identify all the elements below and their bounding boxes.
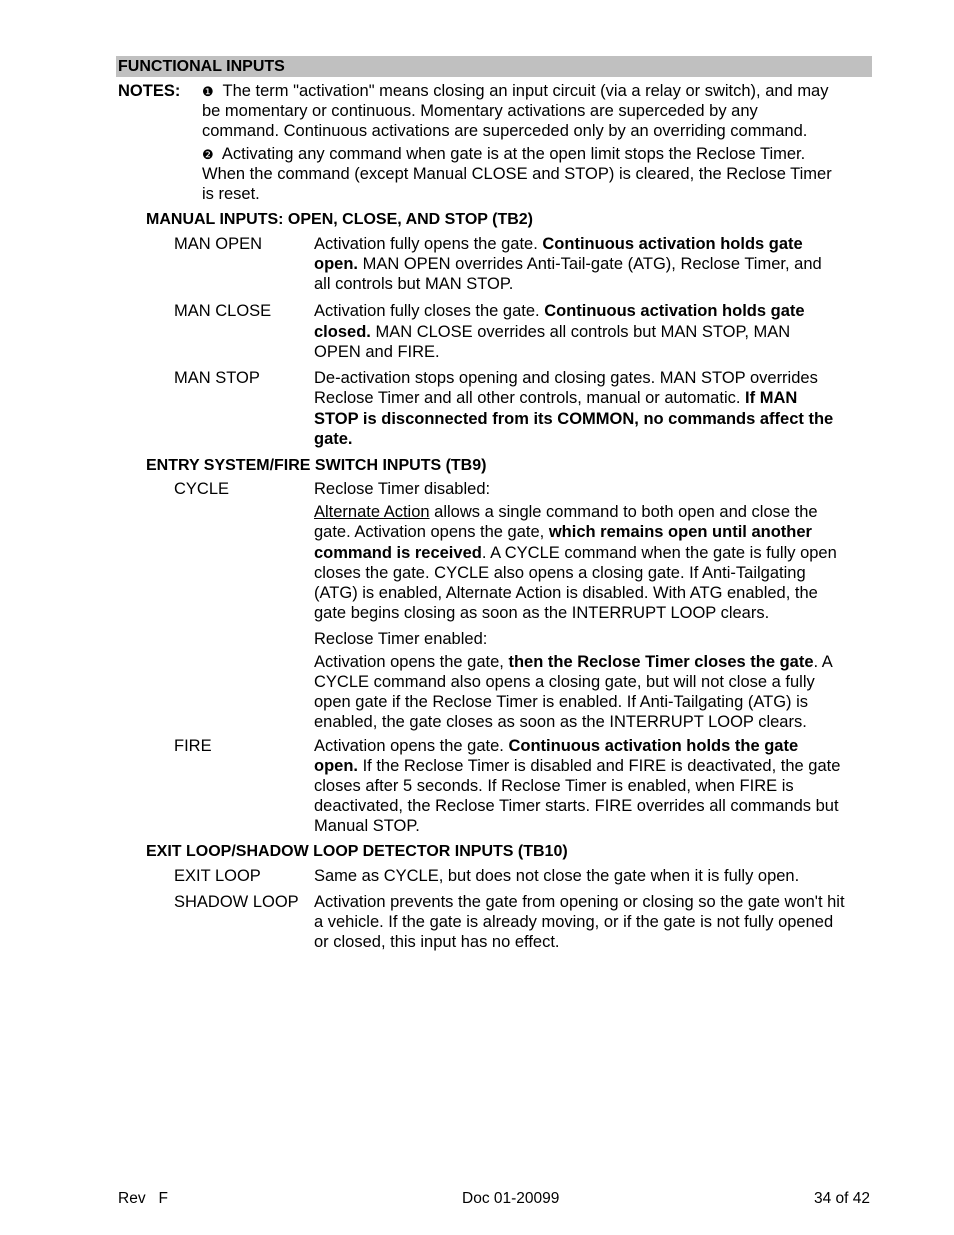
- desc-cycle-p2-line-5: (ATG) is enabled, Alternate Action is disabled. With ATG enabled, the: [314, 584, 818, 602]
- section-title-entry-system: ENTRY SYSTEM/FIRE SWITCH INPUTS (TB9): [146, 457, 487, 474]
- desc-shadow-loop-line-3: or closed, this input has no effect.: [314, 933, 560, 951]
- desc-cycle-p4-line-1: Activation opens the gate, then the Reclose Timer closes the gate. A: [314, 653, 833, 671]
- desc-exit-loop-line-1: Same as CYCLE, but does not close the gate when it is fully open.: [314, 867, 800, 885]
- desc-man-stop-line-3: STOP is disconnected from its COMMON, no commands affect the: [314, 410, 834, 428]
- desc-cycle-p2-line-4: closes the gate. CYCLE also opens a closing gate. If Anti-Tailgating: [314, 564, 806, 582]
- note-2-line-3: is reset.: [202, 185, 260, 203]
- desc-man-close-line-1: Activation fully closes the gate. Continuous activation holds gate: [314, 302, 805, 320]
- notes-label: NOTES:: [118, 82, 181, 100]
- desc-cycle-p2-line-1: Alternate Action allows a single command to both open and close the: [314, 503, 818, 521]
- footer-revision: Rev F: [118, 1190, 168, 1207]
- desc-cycle-p4-line-3: open gate if the Reclose Timer is enabled. If Anti-Tailgating (ATG) is: [314, 693, 809, 711]
- term-man-open: MAN OPEN: [174, 235, 263, 253]
- term-man-stop: MAN STOP: [174, 369, 260, 387]
- desc-man-stop-line-4: gate.: [314, 430, 353, 448]
- desc-man-stop-line-2: Reclose Timer and all other controls, manual or automatic. If MAN: [314, 389, 798, 407]
- desc-fire-line-5: Manual STOP.: [314, 817, 420, 835]
- term-exit-loop: EXIT LOOP: [174, 867, 261, 885]
- note-2-line-2: When the command (except Manual CLOSE and STOP) is cleared, the Reclose Timer: [202, 165, 832, 183]
- desc-man-open-line-3: all controls but MAN STOP.: [314, 275, 514, 293]
- note-1-line-2: be momentary or continuous. Momentary activations are superceded by any: [202, 102, 758, 120]
- desc-man-close-line-3: OPEN and FIRE.: [314, 343, 440, 361]
- term-cycle: CYCLE: [174, 480, 230, 498]
- desc-fire-line-3: closes after 5 seconds. If Reclose Timer is enabled, when FIRE is: [314, 777, 794, 795]
- note-1-line-3: command. Continuous activations are superceded only by an overriding command.: [202, 122, 808, 140]
- desc-man-stop-line-1: De-activation stops opening and closing gates. MAN STOP overrides: [314, 369, 818, 387]
- section-title-manual-inputs: MANUAL INPUTS: OPEN, CLOSE, AND STOP (TB2): [146, 211, 533, 228]
- note-1-line-1: ❶ The term "activation" means closing an input circuit (via a relay or switch), and may: [202, 82, 829, 100]
- desc-man-close-line-2: closed. MAN CLOSE overrides all controls but MAN STOP, MAN: [314, 323, 791, 341]
- desc-cycle-p4-line-4: enabled, the gate closes as soon as the INTERRUPT LOOP clears.: [314, 713, 807, 731]
- desc-cycle-p2-line-3: command is received. A CYCLE command when the gate is fully open: [314, 544, 837, 562]
- term-man-close: MAN CLOSE: [174, 302, 272, 320]
- desc-man-open-line-1: Activation fully opens the gate. Continuous activation holds gate: [314, 235, 803, 253]
- desc-cycle-p2-line-2: gate. Activation opens the gate, which remains open until another: [314, 523, 812, 541]
- desc-fire-line-2: open. If the Reclose Timer is disabled and FIRE is deactivated, the gate: [314, 757, 841, 775]
- note-1-marker-icon: ❶: [202, 84, 214, 99]
- desc-shadow-loop-line-1: Activation prevents the gate from opening or closing so the gate won't hit: [314, 893, 845, 911]
- term-shadow-loop: SHADOW LOOP: [174, 893, 299, 911]
- desc-cycle-p1: Reclose Timer disabled:: [314, 480, 491, 498]
- section-title-exit-loop: EXIT LOOP/SHADOW LOOP DETECTOR INPUTS (TB10): [146, 843, 568, 860]
- desc-fire-line-1: Activation opens the gate. Continuous activation holds the gate: [314, 737, 799, 755]
- desc-cycle-p4-line-2: CYCLE command also opens a closing gate, but will not close a fully: [314, 673, 815, 691]
- footer-page-number: 34 of 42: [814, 1190, 871, 1207]
- desc-cycle-p3: Reclose Timer enabled:: [314, 630, 488, 648]
- footer-document-number: Doc 01-20099: [462, 1190, 560, 1207]
- desc-man-open-line-2: open. MAN OPEN overrides Anti-Tail-gate (ATG), Reclose Timer, and: [314, 255, 822, 273]
- desc-fire-line-4: deactivated, the Reclose Timer starts. FIRE overrides all commands but: [314, 797, 839, 815]
- term-fire: FIRE: [174, 737, 212, 755]
- desc-shadow-loop-line-2: a vehicle. If the gate is already moving, or if the gate is not fully opened: [314, 913, 834, 931]
- page-title: FUNCTIONAL INPUTS: [118, 58, 285, 75]
- desc-cycle-p2-line-6: gate begins closing as soon as the INTERRUPT LOOP clears.: [314, 604, 770, 622]
- note-2-marker-icon: ❷: [202, 147, 214, 162]
- note-2-line-1: ❷ Activating any command when gate is at the open limit stops the Reclose Timer.: [202, 145, 806, 163]
